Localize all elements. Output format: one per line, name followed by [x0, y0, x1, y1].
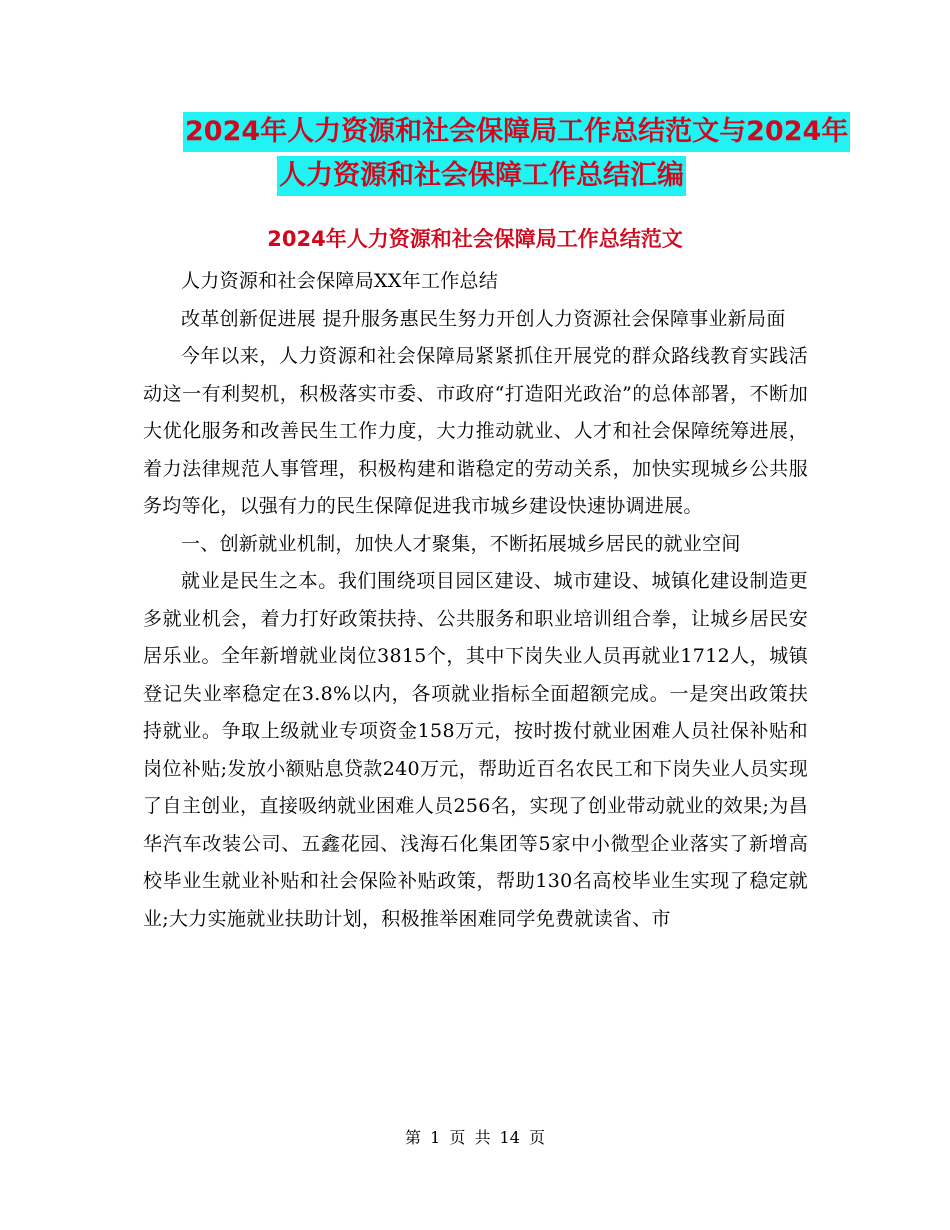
document-title-line-2: 人力资源和社会保障工作总结汇编	[277, 156, 686, 196]
section-heading: 2024年人力资源和社会保障局工作总结范文	[267, 227, 683, 251]
page-footer: 第 1 页 共 14 页	[405, 1128, 545, 1147]
paragraph-employment: 就业是民生之本。我们围绕项目园区建设、城市建设、城镇化建设制造更多就业机会，着力打好政策扶持、公共服务和职业培训组合拳，让城乡居民安居乐业。全年新增就业岗位3815个，其中下岗失业人员再就业1712人，城镇登记失业率稳定在3.8%以内，各项就业指标全面超额完成。一是突出政策扶持就业。争取上级就业专项资金158万元，按时拨付就业困难人员社保补贴和岗位补贴;发放小额贴息贷款240万元，帮助近百名农民工和下岗失业人员实现了自主创业，直接吸纳就业困难人员256名，实现了创业带动就业的效果;为昌华汽车改装公司、五鑫花园、浅海石化集团等5家中小微型企业落实了新增高校毕业生就业补贴和社会保险补贴政策，帮助130名高校毕业生实现了稳定就业;大力实施就业扶助计划，积极推举困难同学免费就读省、市	[143, 570, 808, 930]
paragraph-section-one-heading: 一、创新就业机制，加快人才聚集，不断拓展城乡居民的就业空间	[181, 532, 741, 555]
document-body	[143, 263, 808, 938]
paragraph-report-title: 人力资源和社会保障局XX年工作总结	[181, 270, 499, 292]
document-title-line-1: 2024年人力资源和社会保障局工作总结范文与2024年	[183, 112, 850, 152]
paragraph-intro: 今年以来，人力资源和社会保障局紧紧抓住开展党的群众路线教育实践活动这一有利契机，积极落实市委、市政府“打造阳光政治”的总体部署，不断加大优化服务和改善民生工作力度，大力推动就业、人才和社会保障统筹进展，着力法律规范人事管理，积极构建和谐稳定的劳动关系，加快实现城乡公共服务均等化，以强有力的民生保障促进我市城乡建设快速协调进展。	[143, 345, 808, 517]
paragraph-theme: 改革创新促进展 提升服务惠民生努力开创人力资源社会保障事业新局面	[181, 307, 786, 330]
